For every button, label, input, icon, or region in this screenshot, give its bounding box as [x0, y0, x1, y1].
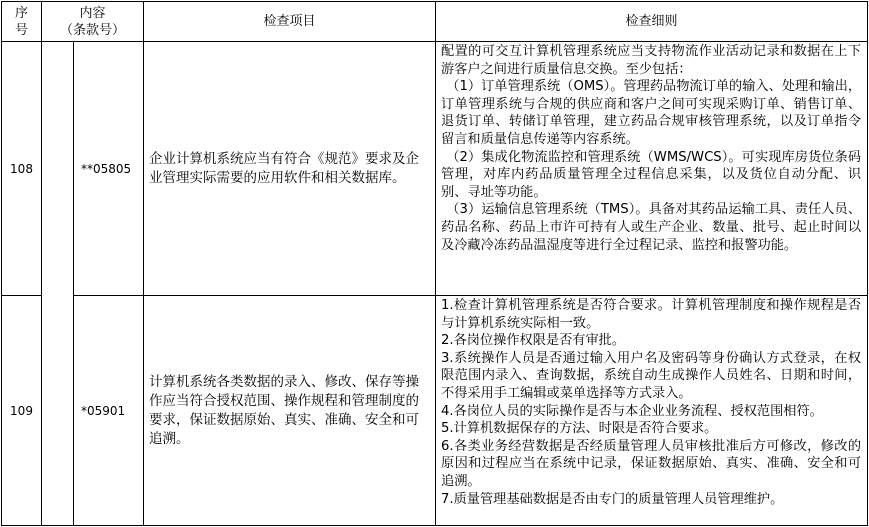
detail-paragraph: （3）运输信息管理系统（TMS）。具备对其药品运输工具、责任人员、药品名称、药品上市许可持有人或生产企业、数量、批号、起止时间以及冷藏冷冻药品温湿度等进行全过程记录、监控和报警功能。 [441, 202, 862, 253]
detail-paragraph: （2）集成化物流监控和管理系统（WMS/WCS）。可实现库房货位条码管理，对库内药品质量管理全过程信息采集，以及货位自动分配、识别、寻址等功能。 [441, 149, 862, 200]
header-content-line2: （条款号） [60, 22, 126, 38]
blank-merged-cell [42, 42, 74, 526]
detail-paragraph: 1.检查计算机管理系统是否符合要求。计算机管理制度和操作规程是否与计算机系统实际相一致。 [441, 298, 862, 331]
row-number: 108 [2, 42, 42, 296]
detail-paragraph: 4.各岗位人员的实际操作是否与本企业业务流程、授权范围相符。 [441, 403, 823, 419]
check-item: 企业计算机系统应当有符合《规范》要求及企业管理实际需要的应用软件和相关数据库。 [144, 42, 436, 296]
header-content [42, 2, 144, 42]
check-detail [436, 42, 868, 296]
clause-code: *05901 [74, 296, 144, 526]
detail-paragraph: （1）订单管理系统（OMS）。管理药品物流订单的输入、处理和输出，订单管理系统与合规的供应商和客户之间可实现采购订单、销售订单、退货订单、转储订单管理，建立药品合规审核管理系统，以及订单指令留言和质量信息传递等内容系统。 [441, 79, 862, 147]
table-row [2, 296, 868, 526]
header-seq-line1: 序 [14, 5, 28, 21]
detail-paragraph: 6.各类业务经营数据是否经质量管理人员审核批准后方可修改，修改的原因和过程应当在系统中记录，保证数据原始、真实、准确、安全和可追溯。 [441, 438, 862, 489]
header-detail: 检查细则 [436, 2, 868, 42]
row-number: 109 [2, 296, 42, 526]
detail-paragraph: 5.计算机数据保存的方法、时限是否符合要求。 [441, 421, 718, 437]
header-row [2, 2, 868, 42]
check-detail [436, 296, 868, 526]
clause-code: **05805 [74, 42, 144, 296]
inspection-table [1, 1, 868, 526]
header-seq [2, 2, 42, 42]
header-content-line1: 内容 [79, 5, 106, 21]
detail-paragraph: 3.系统操作人员是否通过输入用户名及密码等身份确认方式登录，在权限范围内录入、查询数据，系统自动生成操作人员姓名、日期和时间，不得采用手工编辑或菜单选择等方式录入。 [441, 350, 862, 401]
header-seq-line2: 号 [14, 22, 28, 38]
table-row [2, 42, 868, 296]
detail-paragraph: 7.质量管理基础数据是否由专门的质量管理人员管理维护。 [441, 491, 784, 507]
header-item: 检查项目 [144, 2, 436, 42]
detail-paragraph: 2.各岗位操作权限是否有审批。 [441, 333, 626, 349]
check-item: 计算机系统各类数据的录入、修改、保存等操作应当符合授权范围、操作规程和管理制度的要求，保证数据原始、真实、准确、安全和可追溯。 [144, 296, 436, 526]
detail-paragraph: 配置的可交互计算机管理系统应当支持物流作业活动记录和数据在上下游客户之间进行质量信息交换。至少包括： [441, 44, 862, 77]
